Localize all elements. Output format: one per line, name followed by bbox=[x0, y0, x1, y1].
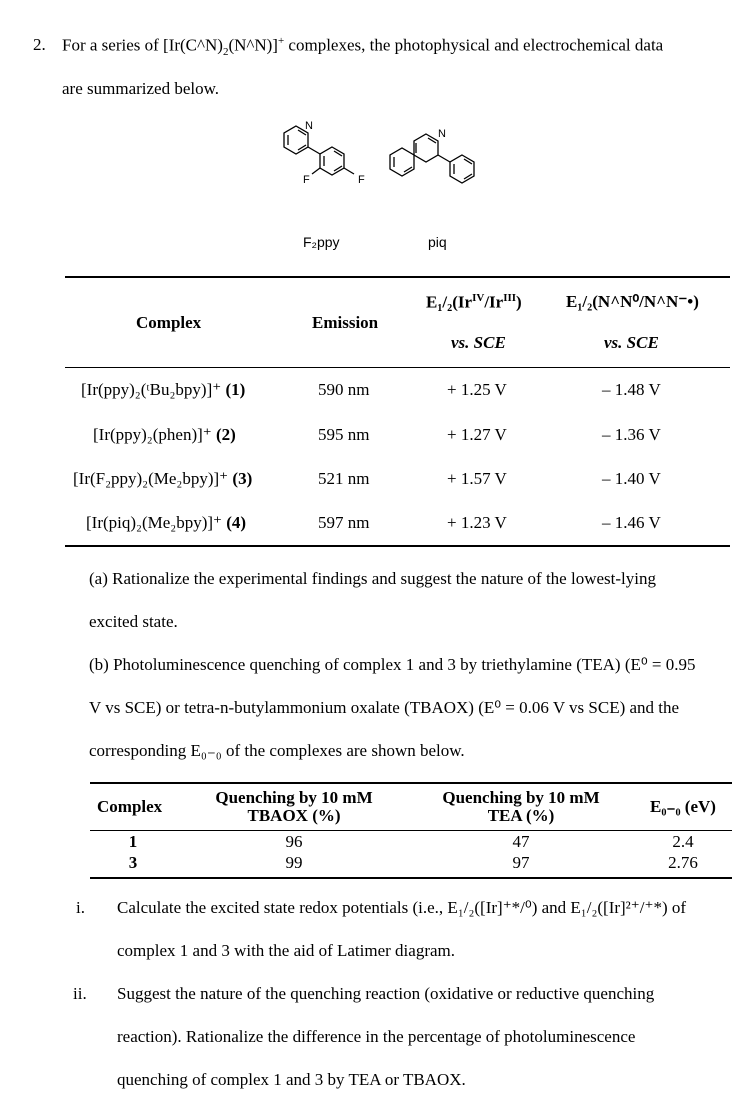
ligand-label-f2ppy: F₂ppy bbox=[303, 234, 340, 250]
table2-header-tbaox-l2: TBAOX (%) bbox=[247, 806, 341, 825]
table2-bottom-rule bbox=[90, 877, 732, 879]
row2-red: – 1.36 V bbox=[602, 425, 661, 444]
row3-red: – 1.40 V bbox=[602, 469, 661, 488]
table2-header-e00: E₀₋₀ (eV) bbox=[650, 797, 716, 816]
intro-text-c: complexes, the photophysical and electrochemical data bbox=[284, 35, 664, 55]
ox-header-a: E₁/₂(Ir bbox=[426, 292, 473, 312]
ox-header-sup1: IV bbox=[472, 292, 485, 304]
subq-ii-line2: reaction). Rationalize the difference in the percentage of photoluminescence bbox=[117, 1027, 636, 1046]
f2ppy-atom-n: N bbox=[305, 120, 313, 132]
table1-header-complex: Complex bbox=[136, 313, 202, 332]
part-b-line3: corresponding E₀₋₀ of the complexes are shown below. bbox=[89, 741, 465, 760]
ligand-label-piq: piq bbox=[428, 234, 447, 250]
part-a-line1: (a) Rationalize the experimental findings and suggest the nature of the lowest-lying bbox=[89, 569, 656, 588]
row3-complex-num: (3) bbox=[232, 469, 253, 488]
row1-complex bbox=[81, 380, 245, 400]
row2-complex-name: [Ir(ppy)₂(phen)]⁺ bbox=[93, 425, 212, 444]
table1-header-rule bbox=[65, 367, 730, 368]
table2-header-tea-l1: Quenching by 10 mM bbox=[442, 788, 600, 807]
t2-row2-e00: 2.76 bbox=[668, 853, 698, 872]
subq-ii-line1: Suggest the nature of the quenching reaction (oxidative or reductive quenching bbox=[117, 984, 655, 1003]
row4-complex-num: (4) bbox=[226, 513, 247, 532]
row1-emission: 590 nm bbox=[318, 380, 370, 399]
part-a-line2: excited state. bbox=[89, 612, 178, 631]
t2-row1-tea: 47 bbox=[512, 832, 530, 851]
subq-ii-number: ii. bbox=[73, 984, 87, 1003]
t2-row2-complex: 3 bbox=[128, 853, 138, 872]
part-b-line2: V vs SCE) or tetra-n-butylammonium oxalate (TBAOX) (E⁰ = 0.06 V vs SCE) and the bbox=[89, 698, 680, 717]
row1-red: – 1.48 V bbox=[602, 380, 661, 399]
row1-complex-num: (1) bbox=[225, 380, 246, 399]
row2-complex bbox=[93, 425, 236, 445]
row3-complex-name: [Ir(F₂ppy)₂(Me₂bpy)]⁺ bbox=[73, 469, 229, 488]
row4-red: – 1.46 V bbox=[602, 513, 661, 532]
row2-complex-num: (2) bbox=[215, 425, 236, 444]
f2ppy-atom-f2: F bbox=[358, 174, 365, 186]
row3-emission: 521 nm bbox=[318, 469, 370, 488]
table1-header-ox-ref: vs. SCE bbox=[451, 333, 506, 352]
row3-ox: + 1.57 V bbox=[447, 469, 507, 488]
t2-row1-e00: 2.4 bbox=[672, 832, 694, 851]
ligand-piq-structure bbox=[392, 124, 502, 194]
table1-header-red-ref: vs. SCE bbox=[604, 333, 659, 352]
t2-row2-tea: 97 bbox=[512, 853, 530, 872]
ox-header-end: ) bbox=[516, 292, 522, 312]
row4-ox: + 1.23 V bbox=[447, 513, 507, 532]
table2-top-rule bbox=[90, 782, 732, 784]
intro-text-b: (N^N)] bbox=[228, 35, 278, 55]
subq-i-number: i. bbox=[76, 898, 85, 917]
table2-header-complex: Complex bbox=[97, 797, 163, 816]
intro-text-a: For a series of [Ir(C^N) bbox=[62, 35, 223, 55]
subq-i-line2: complex 1 and 3 with the aid of Latimer diagram. bbox=[117, 941, 456, 960]
row1-complex-name: [Ir(ppy)₂(ᵗBu₂bpy)]⁺ bbox=[81, 380, 222, 399]
ox-header-mid: /Ir bbox=[484, 292, 504, 312]
table1-header-red: E₁/₂(N^N⁰/N^N⁻•) bbox=[566, 292, 699, 311]
row4-complex-name: [Ir(piq)₂(Me₂bpy)]⁺ bbox=[86, 513, 222, 532]
table1-header-emission: Emission bbox=[312, 313, 379, 332]
question-intro bbox=[62, 35, 663, 58]
row3-complex bbox=[73, 469, 252, 489]
t2-row1-tbaox: 96 bbox=[285, 832, 303, 851]
row2-emission: 595 nm bbox=[318, 425, 370, 444]
piq-atom-n: N bbox=[438, 128, 446, 140]
table2-header-tea-l2: TEA (%) bbox=[487, 806, 555, 825]
subq-ii-line3: quenching of complex 1 and 3 by TEA or TBAOX. bbox=[117, 1070, 466, 1089]
t2-row1-complex: 1 bbox=[128, 832, 138, 851]
subq-i-line1: Calculate the excited state redox potentials (i.e., E₁/₂([Ir]⁺*/⁰) and E₁/₂([Ir]²⁺/⁺*) of bbox=[117, 898, 687, 917]
table2-header-rule bbox=[90, 830, 732, 831]
table2-header-tbaox-l1: Quenching by 10 mM bbox=[215, 788, 373, 807]
row2-ox: + 1.27 V bbox=[447, 425, 507, 444]
part-b-line1: (b) Photoluminescence quenching of complex 1 and 3 by triethylamine (TEA) (E⁰ = 0.95 bbox=[89, 655, 696, 674]
question-number: 2. bbox=[33, 35, 46, 54]
row4-complex bbox=[86, 513, 246, 533]
ligand-f2ppy-structure bbox=[268, 118, 388, 198]
row4-emission: 597 nm bbox=[318, 513, 370, 532]
t2-row2-tbaox: 99 bbox=[285, 853, 303, 872]
row1-ox: + 1.25 V bbox=[447, 380, 507, 399]
table1-top-rule bbox=[65, 276, 730, 278]
ox-header-sup2: III bbox=[503, 292, 517, 304]
f2ppy-atom-f1: F bbox=[303, 174, 310, 186]
intro-sup: + bbox=[277, 35, 285, 47]
intro-sub: 2 bbox=[222, 46, 229, 59]
question-intro-line2: are summarized below. bbox=[62, 79, 220, 98]
table1-bottom-rule bbox=[65, 545, 730, 547]
table1-header-ox bbox=[426, 292, 522, 313]
